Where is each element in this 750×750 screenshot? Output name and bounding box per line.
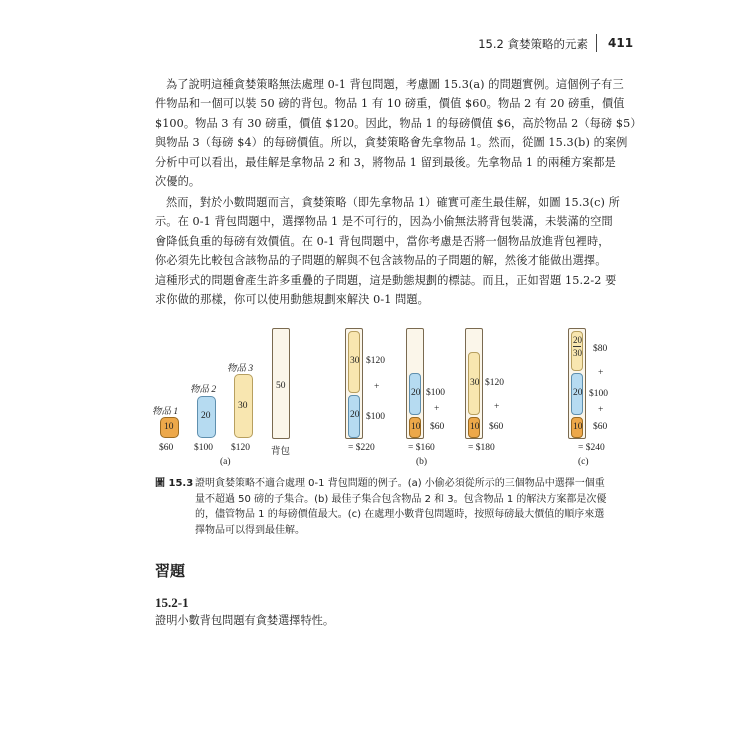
segment-item-2 (409, 373, 421, 415)
running-head-title: 15.2 貪婪策略的元素 (478, 37, 588, 51)
fraction-denominator: 30 (573, 348, 582, 358)
plus-sign: + (494, 402, 500, 412)
segment-item-1 (468, 417, 480, 438)
segment-value: $120 (366, 356, 385, 366)
segment-item-1 (409, 417, 421, 438)
plus-sign: + (598, 368, 604, 378)
knapsack-solution-c (568, 328, 586, 439)
caption-body (195, 476, 625, 538)
caption-line: 的，儘管物品 1 的每磅價值最大。(c) 在處理小數背包問題時，按照每磅最大價值的順序來選 (195, 509, 605, 520)
knapsack-solution-b1 (345, 328, 363, 439)
segment-weight: 30 (470, 378, 480, 388)
item-2-name: 物品 2 (190, 385, 217, 395)
knapsack-solution-b2 (406, 328, 424, 439)
knapsack-empty (272, 328, 290, 439)
item-2-value: $100 (194, 443, 213, 453)
text-line: 分析中可以看出，最佳解是拿物品 2 和 3，將物品 1 留到最後。先拿物品 1 的兩種方案都是 (155, 155, 616, 169)
body-paragraph-1 (155, 75, 642, 191)
caption-line: 量不超過 50 磅的子集合。(b) 最佳子集合包含物品 2 和 3。包含物品 1 的解決方案都是次優 (195, 493, 607, 505)
fraction-numerator: 20 (573, 335, 582, 345)
section-heading: 習題 (155, 562, 186, 580)
segment-value: $60 (593, 422, 608, 432)
panel-label-c: (c) (578, 457, 589, 467)
text-line: 為了說明這種貪婪策略無法處理 0-1 背包問題，考慮圖 15.3(a) 的問題實例。這個例子有三 (166, 78, 624, 91)
segment-item-3 (348, 331, 360, 393)
item-3-name: 物品 3 (227, 364, 254, 374)
solution-total: = $160 (408, 443, 435, 453)
exercise-text: 證明小數背包問題有貪婪選擇特性。 (155, 614, 335, 627)
segment-weight: 20 (573, 388, 583, 398)
plus-sign: + (434, 404, 440, 414)
caption-line: 擇物品可以得到最佳解。 (195, 524, 305, 536)
item-1-name: 物品 1 (152, 407, 179, 417)
figure-15-3 (150, 325, 620, 470)
solution-total: = $180 (468, 443, 495, 453)
text-line: 次優的。 (155, 175, 201, 189)
segment-value: $100 (426, 388, 445, 398)
item-3-value: $120 (231, 443, 250, 453)
running-head-divider (596, 34, 597, 52)
item-1-bar (160, 417, 179, 438)
segment-item-2 (571, 373, 583, 415)
knapsack-capacity: 50 (276, 381, 286, 391)
item-1-value: $60 (159, 443, 174, 453)
running-head (0, 34, 750, 54)
plus-sign: + (374, 382, 380, 392)
segment-value: $60 (489, 422, 504, 432)
solution-total: = $240 (578, 443, 605, 453)
segment-value: $100 (366, 412, 385, 422)
body-paragraph-2 (155, 193, 620, 309)
item-3-bar (234, 374, 253, 438)
text-line: 會降低負重的每磅有效價值。在 0-1 背包問題中，當你考慮是否將一個物品放進背包裡時， (155, 234, 610, 248)
segment-weight: 10 (573, 422, 583, 432)
text-line: 你必須先比較包含該物品的子問題的解與不包含該物品的子問題的解，然後才能做出選擇。 (155, 254, 607, 268)
panel-label-a: (a) (220, 457, 231, 467)
knapsack-solution-b3 (465, 328, 483, 439)
segment-weight: 20 (350, 410, 360, 420)
caption-label: 圖 15.3 (155, 478, 194, 489)
text-line: 求你做的那樣，你可以使用動態規劃來解決 0-1 問題。 (155, 293, 429, 307)
text-line: 示。在 0-1 背包問題中，選擇物品 1 是不可行的，因為小偷無法將背包裝滿，未裝滿的空間 (155, 215, 613, 229)
item-2-bar (197, 396, 216, 438)
plus-sign: + (598, 405, 604, 415)
text-line: 這種形式的問題會產生許多重疊的子問題，這是動態規劃的標誌。而且，正如習題 15.2-2 要 (155, 273, 617, 287)
segment-value: $60 (430, 422, 445, 432)
segment-value: $80 (593, 344, 608, 354)
text-line: $100。物品 3 有 30 磅重，價值 $120。因此，物品 1 的每磅價值 $6，高於物品 2（每磅 $5） (155, 116, 642, 130)
segment-item-3-fraction (571, 331, 583, 371)
solution-total: = $220 (348, 443, 375, 453)
segment-item-1 (571, 417, 583, 438)
item-2-weight: 20 (201, 411, 211, 421)
segment-item-2 (348, 395, 360, 438)
text-line: 件物品和一個可以裝 50 磅的背包。物品 1 有 10 磅重，價值 $60。物品 2 有 20 磅重，價值 (155, 97, 625, 111)
page-number: 411 (608, 36, 634, 50)
segment-item-3 (468, 352, 480, 415)
exercise-number: 15.2-1 (155, 595, 189, 610)
item-1-weight: 10 (164, 422, 174, 432)
caption-line: 證明貪婪策略不適合處理 0-1 背包問題的例子。(a) 小偷必須從所示的三個物品中選擇一個重 (195, 478, 605, 489)
panel-label-b: (b) (416, 457, 428, 467)
segment-weight: 10 (411, 422, 421, 432)
text-line: 然而，對於小數問題而言，貪婪策略（即先拿物品 1）確實可產生最佳解，如圖 15.3(c) 所 (166, 196, 620, 209)
text-line: 與物品 3（每磅 $4）的每磅價值。所以，貪婪策略會先拿物品 1。然而，從圖 15.3(b) 的案例 (155, 136, 628, 150)
knapsack-label: 背包 (271, 447, 291, 457)
segment-value: $120 (485, 378, 504, 388)
segment-weight: 20 (411, 388, 421, 398)
segment-weight: 30 (350, 356, 360, 366)
segment-weight: 10 (470, 422, 480, 432)
item-3-weight: 30 (238, 401, 248, 411)
fraction-bar (573, 346, 581, 347)
segment-value: $100 (589, 389, 608, 399)
